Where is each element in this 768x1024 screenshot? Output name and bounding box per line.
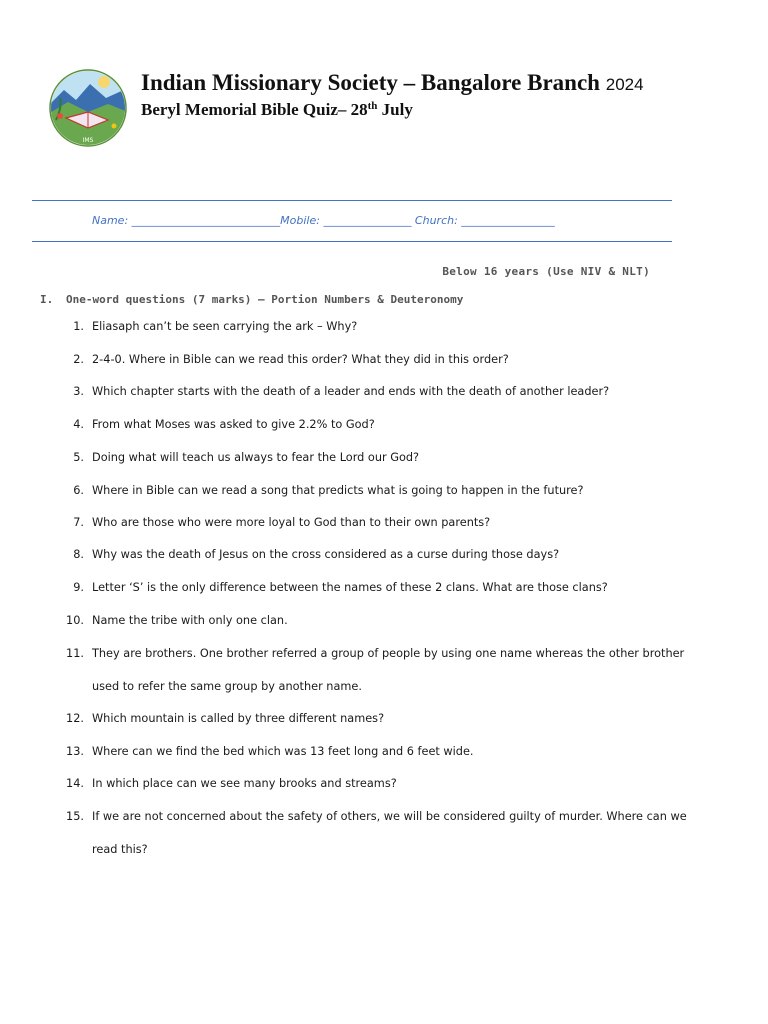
question-number: 12. (66, 712, 84, 725)
question-number: 3. (73, 385, 84, 398)
question-number: 10. (66, 614, 84, 627)
section-numeral: I. (40, 293, 54, 306)
question-text: Doing what will teach us always to fear the Lord our God? (92, 451, 420, 464)
section-title: One-word questions (7 marks) – Portion Numbers & Deuteronomy (66, 293, 464, 306)
question-number: 13. (66, 745, 84, 758)
question-text: Eliasaph can’t be seen carrying the ark – Why? (92, 320, 358, 333)
question-number: 15. (66, 810, 84, 823)
question-text: Where can we find the bed which was 13 feet long and 6 feet wide. (92, 745, 474, 758)
question-text: Why was the death of Jesus on the cross considered as a curse during those days? (92, 548, 560, 561)
year: 2024 (605, 75, 644, 94)
society-name: Indian Missionary Society – Bangalore Branch (141, 70, 600, 95)
question-text: They are brothers. One brother referred a group of people by using one name whereas the other brother (92, 647, 685, 660)
quiz-name: Beryl Memorial Bible Quiz– 28 (141, 100, 368, 119)
question-text: From what Moses was asked to give 2.2% to God? (92, 418, 375, 431)
question-text: Which mountain is called by three different names? (92, 712, 385, 725)
question-text: 2-4-0. Where in Bible can we read this order? What they did in this order? (92, 353, 509, 366)
quiz-month: July (377, 100, 413, 119)
question-text-continued: read this? (92, 843, 148, 856)
question-text: In which place can we see many brooks and streams? (92, 777, 397, 790)
question-number: 9. (73, 581, 84, 594)
question-text: Name the tribe with only one clan. (92, 614, 288, 627)
question-number: 8. (73, 548, 84, 561)
question-text: If we are not concerned about the safety of others, we will be considered guilty of murder. Where can we (92, 810, 687, 823)
question-number: 1. (73, 320, 84, 333)
participant-info-line[interactable]: Name: ___________________________Mobile: ________________ Church: _________________ (92, 214, 555, 227)
question-text: Where in Bible can we read a song that predicts what is going to happen in the future? (92, 484, 584, 497)
question-number: 2. (73, 353, 84, 366)
question-text: Who are those who were more loyal to God than to their own parents? (92, 516, 491, 529)
question-text: Which chapter starts with the death of a leader and ends with the death of another leader? (92, 385, 610, 398)
age-group-label: Below 16 years (Use NIV & NLT) (442, 265, 650, 278)
question-number: 11. (66, 647, 84, 660)
logo-lettering: IMS (82, 137, 94, 144)
date-ordinal-suffix: th (367, 100, 378, 112)
question-number: 4. (73, 418, 84, 431)
question-number: 14. (66, 777, 84, 790)
question-number: 5. (73, 451, 84, 464)
question-number: 7. (73, 516, 84, 529)
question-text-continued: used to refer the same group by another name. (92, 680, 362, 693)
question-text: Letter ‘S’ is the only difference between the names of these 2 clans. What are those clans? (92, 581, 608, 594)
question-number: 6. (73, 484, 84, 497)
